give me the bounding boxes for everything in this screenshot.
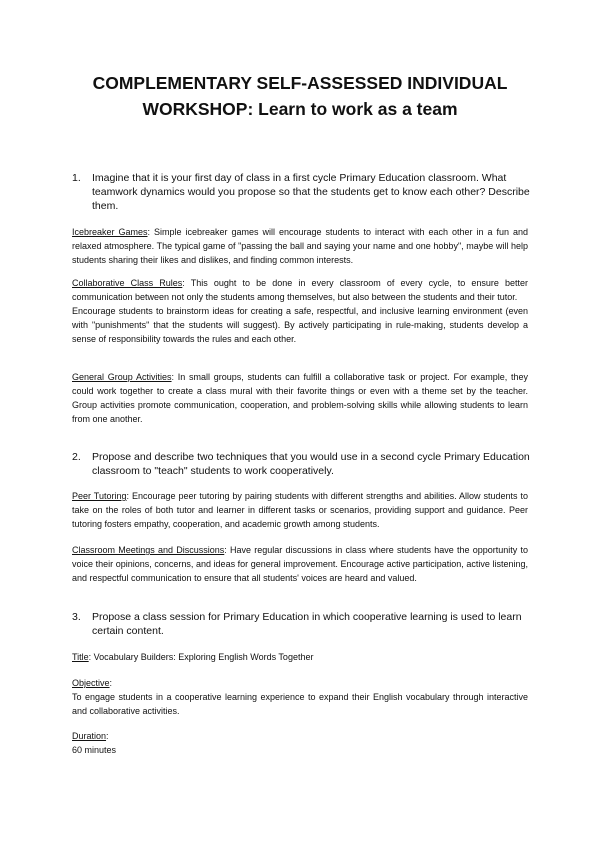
title-line-2-bold: WORKSHOP: <box>142 99 254 119</box>
duration-section <box>72 729 528 757</box>
objective-colon: : <box>109 678 113 688</box>
duration-text: 60 minutes <box>72 745 117 755</box>
page-title <box>40 70 560 122</box>
question-3 <box>72 610 532 638</box>
peer-tutoring-paragraph <box>72 489 528 531</box>
group-activities-paragraph <box>72 370 528 426</box>
question-2-number: 2. <box>72 451 81 463</box>
icebreaker-label: Icebreaker Games <box>72 227 148 237</box>
title-line-2-rest: Learn to work as a team <box>253 99 458 119</box>
question-1-number: 1. <box>72 172 81 184</box>
question-1 <box>72 171 532 213</box>
group-activities-label: General Group Activities <box>72 372 172 382</box>
duration-colon: : <box>106 731 109 741</box>
question-3-text: Propose a class session for Primary Education in which cooperative learning is used to learn certain content. <box>92 611 522 637</box>
title-line-1: COMPLEMENTARY SELF-ASSESSED INDIVIDUAL <box>92 73 508 93</box>
meetings-text: : Have regular discussions in class where students have the opportunity to voice their opinions, concerns, and ideas for general improvement. Encourage active participation, active listening, and respectful communication to ensure that all students' voices are heard and valued. <box>72 545 528 583</box>
rules-text: : This ought to be done in every classroom of every cycle, to ensure better communication between not only the students among themselves, but also between the students and their tutor. <box>72 278 528 302</box>
icebreaker-text: : Simple icebreaker games will encourage students to interact with each other in a fun and relaxed atmosphere. The typical game of "passing the ball and saying your name and one hobby", maybe will help students sharing their likes and dislikes, and finding common interests. <box>72 227 528 265</box>
objective-text: To engage students in a cooperative learning experience to expand their English vocabulary through interactive and collaborative activities. <box>72 692 528 716</box>
question-1-text: Imagine that it is your first day of class in a first cycle Primary Education classroom. What teamwork dynamics would you propose so that the students get to know each other? Describe them. <box>92 172 530 212</box>
question-2 <box>72 450 532 478</box>
group-activities-text: : In small groups, students can fulfill a collaborative task or project. For example, they could work together to create a class mural with their favorite things or even with a theme set by the teacher. Group activities promote communication, cooperation, and problem-solving skills while allowing students to learn from one another. <box>72 372 528 424</box>
peer-tutoring-label: Peer Tutoring <box>72 491 127 501</box>
rules-paragraph <box>72 276 528 346</box>
question-2-text: Propose and describe two techniques that you would use in a second cycle Primary Education classroom to "teach" students to work cooperatively. <box>92 451 530 477</box>
session-title-text: : Vocabulary Builders: Exploring English Words Together <box>88 652 314 662</box>
session-title <box>72 650 528 664</box>
duration-label: Duration <box>72 731 107 741</box>
icebreaker-paragraph <box>72 225 528 267</box>
question-3-number: 3. <box>72 611 81 623</box>
objective-label: Objective <box>72 678 110 688</box>
rules-text-2: Encourage students to brainstorm ideas for creating a safe, respectful, and inclusive learning environment (even with "punishments" that the students will suggest). By actively participating in rule-making, students develop a sense of responsibility towards the rules and each other. <box>72 306 528 344</box>
peer-tutoring-text: : Encourage peer tutoring by pairing students with different strengths and abilities. Allow students to take on the roles of both tutor and learner in different tasks or scenarios, providing support and guidance. Peer tutoring fosters empathy, cooperation, and academic growth among students. <box>72 491 528 529</box>
meetings-paragraph <box>72 543 528 585</box>
objective-section <box>72 676 528 718</box>
session-title-label: Title <box>72 652 89 662</box>
meetings-label: Classroom Meetings and Discussions <box>72 545 225 555</box>
rules-label: Collaborative Class Rules <box>72 278 183 288</box>
